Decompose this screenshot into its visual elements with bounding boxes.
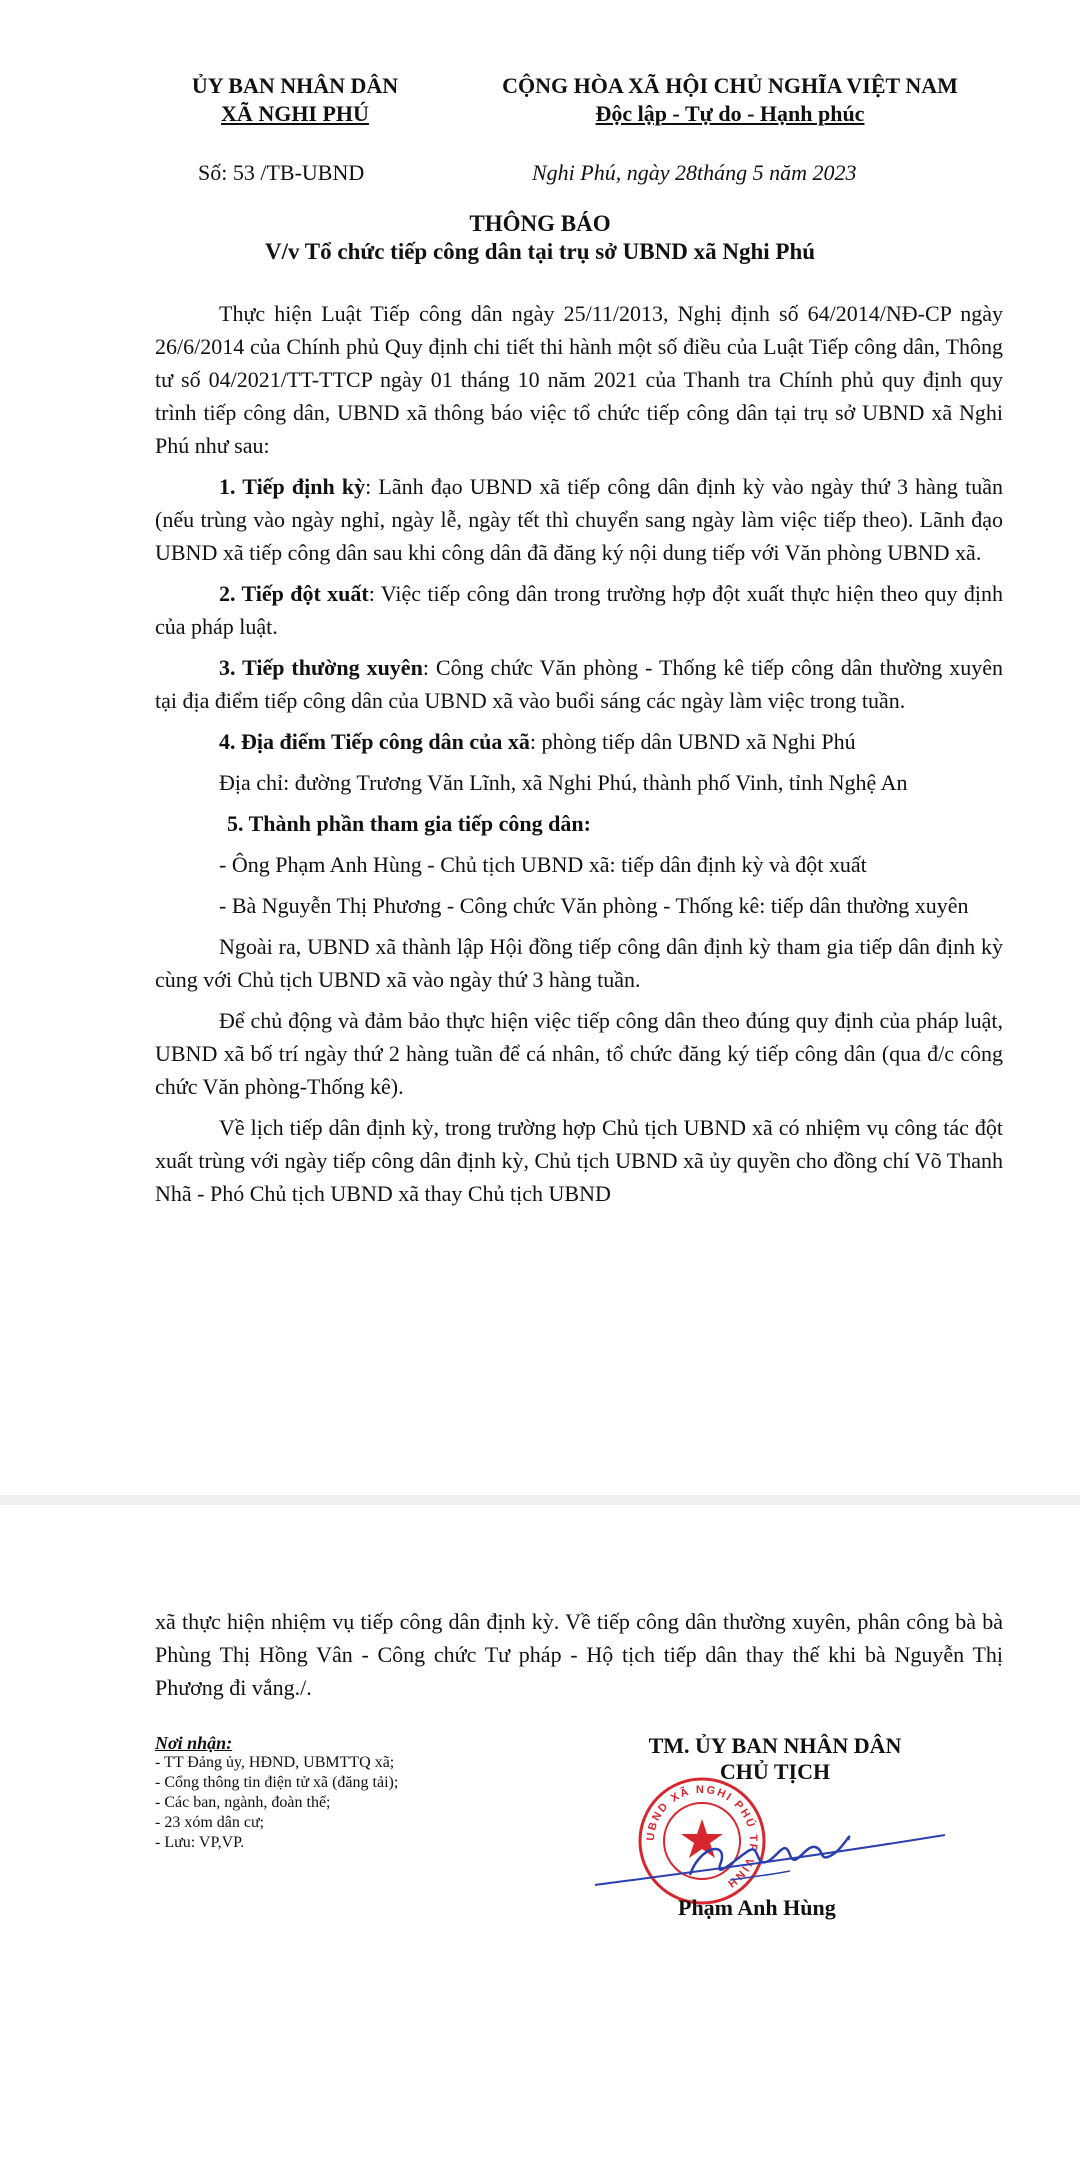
member-2: - Bà Nguyễn Thị Phương - Công chức Văn phòng - Thống kê: tiếp dân thường xuyên <box>219 893 969 918</box>
document-body <box>155 297 1003 1218</box>
section-1 <box>155 470 1003 569</box>
recipients-label: Nơi nhận: <box>155 1733 233 1753</box>
section-5 <box>155 807 1003 840</box>
section-4 <box>155 725 1003 758</box>
title-main: THÔNG BÁO <box>469 211 611 236</box>
section-3 <box>155 651 1003 717</box>
document-page-2 <box>0 1505 1080 2183</box>
section-2-heading: 2. Tiếp đột xuất <box>219 581 369 606</box>
org-line-1: ỦY BAN NHÂN DÂN <box>191 73 399 98</box>
recipient-item: - TT Đảng ủy, HĐND, UBMTTQ xã; <box>155 1754 395 1771</box>
section-3-text: : Công chức Văn phòng - Thống kê tiếp công dân thường xuyên tại địa điểm tiếp công dân của UBND xã vào buổi sáng các ngày làm việc trong tuần. <box>155 655 1003 713</box>
member-1: - Ông Phạm Anh Hùng - Chủ tịch UBND xã: tiếp dân định kỳ và đột xuất <box>219 852 867 877</box>
register-paragraph: Để chủ động và đảm bảo thực hiện việc tiếp công dân theo đúng quy định của pháp luật, UBND xã bố trí ngày thứ 2 hàng tuần để cá nhân, tổ chức đăng ký tiếp công dân (qua đ/c công chức Văn phòng-Thống kê). <box>155 1008 1003 1099</box>
section-4-heading: 4. Địa điểm Tiếp công dân của xã <box>219 729 530 754</box>
section-5-heading: 5. Thành phần tham gia tiếp công dân: <box>227 811 591 836</box>
document-title <box>0 210 1080 266</box>
org-line-2: XÃ NGHI PHÚ <box>221 101 369 126</box>
delegate-paragraph: Về lịch tiếp dân định kỳ, trong trường hợp Chủ tịch UBND xã có nhiệm vụ công tác đột xuất trùng với ngày tiếp công dân định kỳ, Chủ tịch UBND xã ủy quyền cho đồng chí Võ Thanh Nhã - Phó Chủ tịch UBND xã thay Chủ tịch UBND <box>155 1115 1003 1206</box>
section-1-heading: 1. Tiếp định kỳ <box>219 474 366 499</box>
continued-paragraph: xã thực hiện nhiệm vụ tiếp công dân định kỳ. Về tiếp công dân thường xuyên, phân công bà bà Phùng Thị Hồng Vân - Công chức Tư pháp - Hộ tịch tiếp dân thay thế khi bà Nguyễn Thị Phương đi vắng./. <box>155 1609 1003 1700</box>
section-1-text: : Lãnh đạo UBND xã tiếp công dân định kỳ vào ngày thứ 3 hàng tuần (nếu trùng vào ngày nghỉ, ngày lễ, ngày tết thì chuyển sang ngày làm việc tiếp theo). Lãnh đạo UBND xã tiếp công dân sau khi công dân đã đăng ký nội dung tiếp với Văn phòng UBND xã. <box>155 474 1003 565</box>
address-paragraph: Địa chỉ: đường Trương Văn Lĩnh, xã Nghi Phú, thành phố Vinh, tỉnh Nghệ An <box>219 770 908 795</box>
recipient-item: - Các ban, ngành, đoàn thể; <box>155 1794 331 1811</box>
council-paragraph: Ngoài ra, UBND xã thành lập Hội đồng tiếp công dân định kỳ tham gia tiếp dân định kỳ cùng với Chủ tịch UBND xã vào ngày thứ 3 hàng tuần. <box>155 934 1003 992</box>
national-motto <box>460 72 1000 128</box>
document-date: Nghi Phú, ngày 28tháng 5 năm 2023 <box>532 160 857 185</box>
handwritten-signature <box>590 1805 950 1905</box>
issuing-organization <box>155 72 435 128</box>
section-4-text: : phòng tiếp dân UBND xã Nghi Phú <box>529 729 856 754</box>
signature-title-2: CHỦ TỊCH <box>719 1759 831 1784</box>
recipients-block <box>155 1733 515 1853</box>
nation-line-2: Độc lập - Tự do - Hạnh phúc <box>595 101 865 126</box>
signer-name: Phạm Anh Hùng <box>678 1895 836 1920</box>
stamp-ring-text: UBND XÃ NGHI PHÚ TP VINH <box>644 1783 760 1891</box>
signature-title-1: TM. ỦY BAN NHÂN DÂN <box>648 1733 902 1758</box>
recipient-item: - Cổng thông tin điện tử xã (đăng tải); <box>155 1774 399 1791</box>
section-2 <box>155 577 1003 643</box>
nation-line-1: CỘNG HÒA XÃ HỘI CHỦ NGHĨA VIỆT NAM <box>502 73 958 98</box>
recipient-item: - Lưu: VP,VP. <box>155 1834 245 1851</box>
document-body-continued <box>155 1605 1003 1712</box>
intro-paragraph: Thực hiện Luật Tiếp công dân ngày 25/11/2013, Nghị định số 64/2014/NĐ-CP ngày 26/6/2014 của Chính phủ Quy định chi tiết thi hành một số điều của Luật Tiếp công dân, Thông tư số 04/2021/TT-TTCP ngày 01 tháng 10 năm 2021 của Thanh tra Chính phủ quy định quy trình tiếp công dân, UBND xã thông báo việc tổ chức tiếp công dân tại trụ sở UBND xã Nghi Phú như sau: <box>155 301 1003 458</box>
section-2-text: : Việc tiếp công dân trong trường hợp đột xuất thực hiện theo quy định của pháp luật. <box>155 581 1003 639</box>
recipient-item: - 23 xóm dân cư; <box>155 1814 265 1831</box>
title-subject: V/v Tổ chức tiếp công dân tại trụ sở UBND xã Nghi Phú <box>264 239 816 264</box>
page-separator <box>0 1495 1080 1505</box>
section-3-heading: 3. Tiếp thường xuyên <box>219 655 423 680</box>
document-number: Số: 53 /TB-UBND <box>198 160 365 185</box>
